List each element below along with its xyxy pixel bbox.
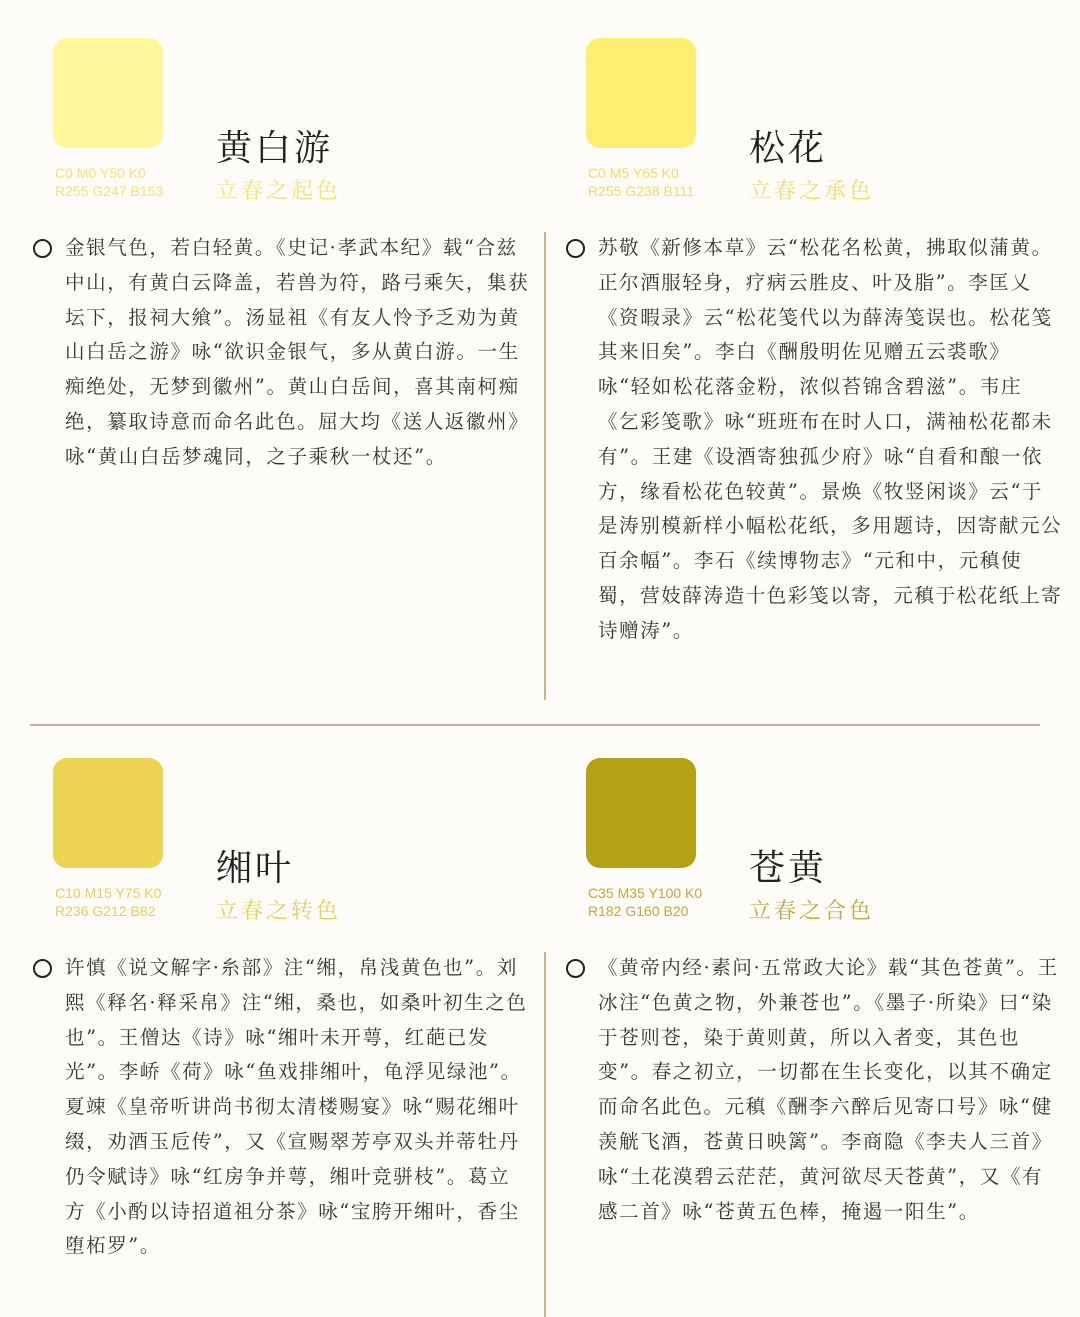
color-name: 缃叶 — [216, 848, 295, 889]
rgb-value: R182 G160 B20 — [588, 903, 689, 919]
rgb-value: R255 G238 B111 — [588, 183, 695, 199]
color-codes — [55, 884, 161, 920]
circle-bullet-icon — [566, 239, 585, 258]
column-divider — [544, 952, 546, 1317]
color-codes — [55, 164, 163, 200]
color-description-block — [65, 231, 531, 475]
color-description-block — [598, 951, 1064, 1229]
color-codes — [588, 164, 694, 200]
color-subtitle: 立春之合色 — [749, 899, 875, 924]
color-description-block — [65, 951, 531, 1264]
cmyk-value: C0 M0 Y50 K0 — [55, 165, 146, 181]
color-swatch — [586, 758, 696, 868]
color-name: 松花 — [749, 128, 828, 169]
cmyk-value: C0 M5 Y65 K0 — [588, 165, 679, 181]
color-name: 苍黄 — [749, 848, 828, 889]
color-description-block — [598, 231, 1064, 649]
cmyk-value: C35 M35 Y100 K0 — [588, 885, 703, 901]
color-subtitle: 立春之转色 — [216, 899, 342, 924]
circle-bullet-icon — [33, 239, 52, 258]
color-name: 黄白游 — [216, 128, 334, 169]
color-swatch — [53, 38, 163, 148]
color-description: 金银气色，若白轻黄。《史记·孝武本纪》载“合兹中山，有黄白云降盖，若兽为符，路弓乘矢，集获坛下，报祠大飨”。汤显祖《有友人怜予乏劝为黄山白岳之游》咏“欲识金银气，多从黄白游。一生痴绝处，无梦到徽州”。黄山白岳间，喜其南柯痴绝，纂取诗意而命名此色。屈大均《送人返徽州》咏“黄山白岳梦魂同，之子乘秋一杖还”。 — [65, 236, 530, 468]
color-swatch — [586, 38, 696, 148]
color-subtitle: 立春之起色 — [216, 179, 342, 204]
row-divider — [30, 724, 1040, 726]
color-description: 许慎《说文解字·糸部》注“缃，帛浅黄色也”。刘熙《释名·释采帛》注“缃，桑也，如桑叶初生之色也”。王僧达《诗》咏“缃叶未开萼，红葩已发光”。李峤《荷》咏“鱼戏排缃叶，龟浮见绿池”。夏竦《皇帝听讲尚书彻太清楼赐宴》咏“赐花缃叶缀，劝酒玉卮传”，又《宣赐翠芳亭双头并蒂牡丹仍令赋诗》咏“红房争并萼，缃叶竞骈枝”。葛立方《小酌以诗招道祖分茶》咏“宝胯开缃叶，香尘堕柘罗”。 — [65, 956, 528, 1258]
circle-bullet-icon — [566, 959, 585, 978]
rgb-value: R236 G212 B82 — [55, 903, 156, 919]
color-codes — [588, 884, 702, 920]
color-description: 苏敬《新修本草》云“松花名松黄，拂取似蒲黄。正尔酒服轻身，疗病云胜皮、叶及脂”。李匡乂《资暇录》云“松花笺代以为薛涛笺误也。松花笺其来旧矣”。李白《酬殷明佐见赠五云裘歌》咏“轻如松花落金粉，浓似苔锦含碧滋”。韦庄《乞彩笺歌》咏“班班布在时人口，满袖松花都未有”。王建《设酒寄独孤少府》咏“自看和酿一依方，缘看松花色较黄”。景焕《牧竖闲谈》云“于是涛别模新样小幅松花纸，多用题诗，因寄献元公百余幅”。李石《续博物志》“元和中，元稹使蜀，营妓薛涛造十色彩笺以寄，元稹于松花纸上寄诗赠涛”。 — [598, 236, 1063, 642]
rgb-value: R255 G247 B153 — [55, 183, 164, 199]
color-subtitle: 立春之承色 — [749, 179, 875, 204]
color-description: 《黄帝内经·素问·五常政大论》载“其色苍黄”。王冰注“色黄之物，外兼苍也”。《墨子·所染》曰“染于苍则苍，染于黄则黄，所以入者变，其色也变”。春之初立，一切都在生长变化，以其不确定而命名此色。元稹《酬李六醉后见寄口号》咏“健羡觥飞酒，苍黄日映篱”。李商隐《李夫人三首》咏“土花漠碧云茫茫，黄河欲尽天苍黄”，又《有感二首》咏“苍黄五色棒，掩遏一阳生”。 — [598, 956, 1059, 1223]
column-divider — [544, 232, 546, 700]
circle-bullet-icon — [33, 959, 52, 978]
color-swatch — [53, 758, 163, 868]
cmyk-value: C10 M15 Y75 K0 — [55, 885, 162, 901]
